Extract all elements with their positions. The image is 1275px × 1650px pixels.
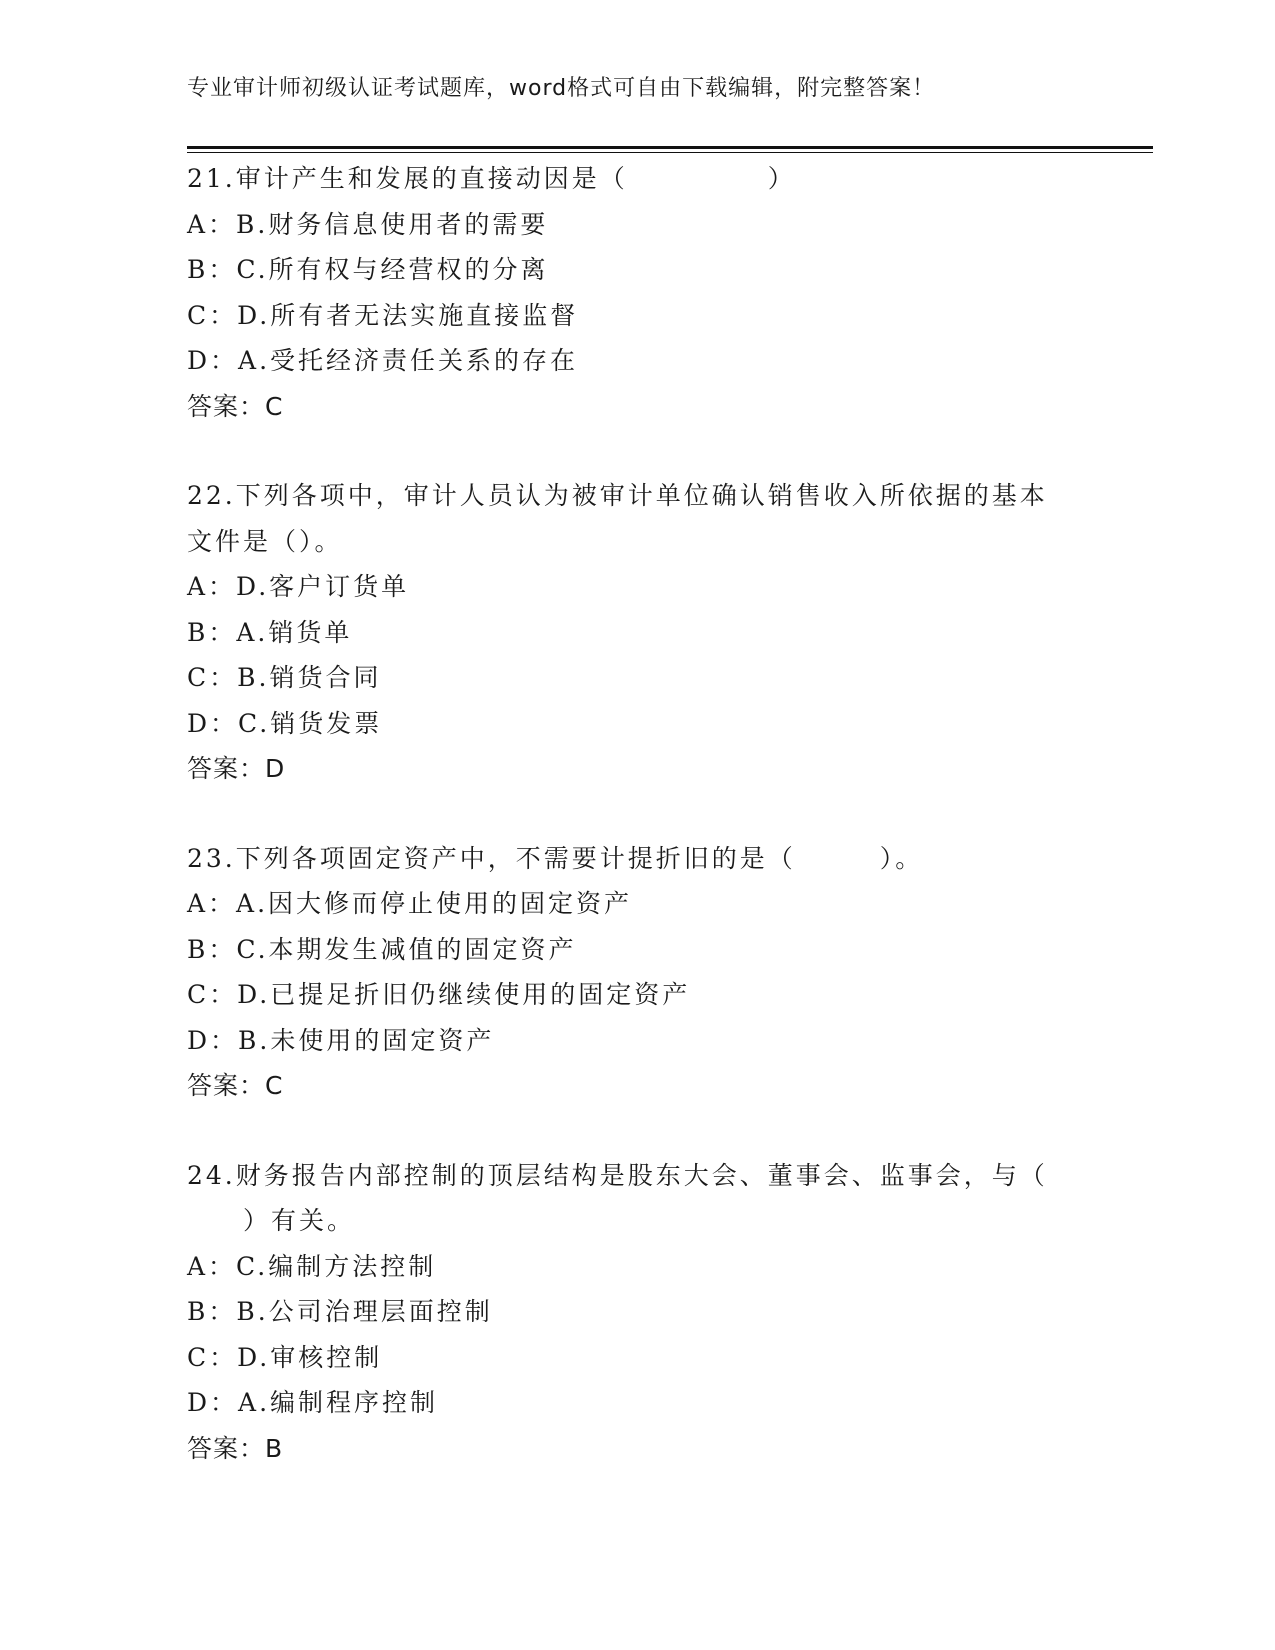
question-list (187, 156, 1087, 1515)
option-d: D：A.编制程序控制 (187, 1388, 439, 1417)
question-21 (187, 156, 1087, 429)
page-header-title: 专业审计师初级认证考试题库，word格式可自由下载编辑，附完整答案！ (187, 76, 936, 101)
option-c: C：B.销货合同 (187, 663, 382, 692)
option-a: A：C.编制方法控制 (187, 1251, 437, 1281)
answer-line: 答案：D (187, 754, 286, 783)
answer-line: 答案：C (187, 391, 284, 421)
answer-line: 答案：C (187, 1071, 284, 1100)
question-stem: 21.审计产生和发展的直接动因是（ ） (187, 164, 796, 193)
answer-line: 答案：B (187, 1433, 284, 1463)
option-d: D：A.受托经济责任关系的存在 (187, 346, 579, 375)
question-stem-continued: ）有关。 (187, 1206, 356, 1235)
option-c: C：D.已提足折旧仍继续使用的固定资产 (187, 980, 691, 1009)
option-b: B：C.所有权与经营权的分离 (187, 255, 549, 284)
question-stem-continued: 文件是（）。 (187, 526, 343, 556)
option-a: A：B.财务信息使用者的需要 (187, 209, 549, 239)
option-b: B：B.公司治理层面控制 (187, 1297, 493, 1326)
header-divider (187, 146, 1153, 153)
question-23 (187, 836, 1087, 1109)
option-a: A：D.客户订货单 (187, 572, 410, 601)
question-stem: 24.财务报告内部控制的顶层结构是股东大会、董事会、监事会，与（ (187, 1160, 1048, 1190)
question-stem: 23.下列各项固定资产中，不需要计提折旧的是（ ）。 (187, 843, 924, 873)
option-d: D：B.未使用的固定资产 (187, 1025, 495, 1055)
option-d: D：C.销货发票 (187, 708, 383, 738)
question-stem: 22.下列各项中，审计人员认为被审计单位确认销售收入所依据的基本 (187, 481, 1048, 510)
option-b: B：A.销货单 (187, 617, 353, 647)
question-24 (187, 1153, 1087, 1472)
option-a: A：A.因大修而停止使用的固定资产 (187, 889, 633, 918)
option-b: B：C.本期发生减值的固定资产 (187, 934, 577, 964)
question-22 (187, 473, 1087, 792)
option-c: C：D.所有者无法实施直接监督 (187, 300, 579, 330)
option-c: C：D.审核控制 (187, 1342, 383, 1372)
